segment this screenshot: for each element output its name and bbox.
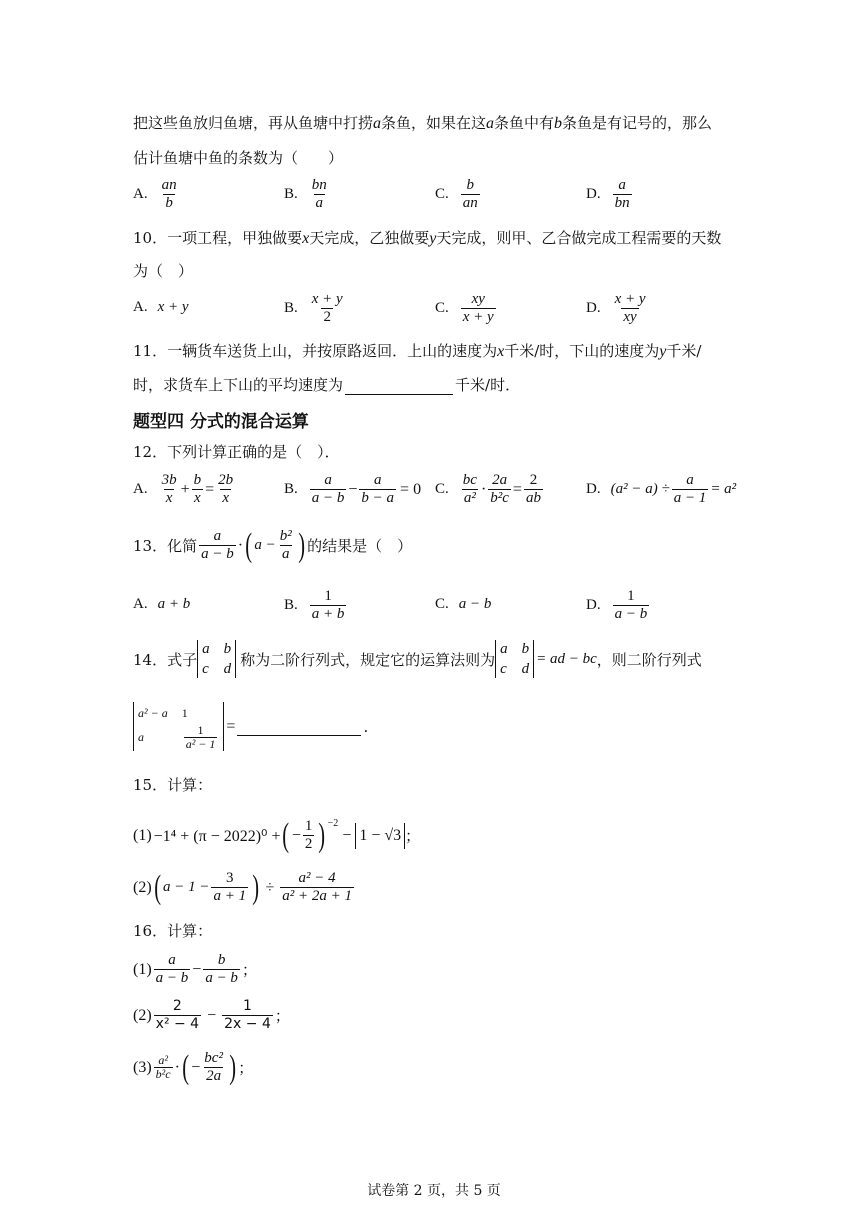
determinant-rule: a b c d [495,640,534,678]
q14-determinant-expression: a² − a 1 a $\frac{1}{\text{a² − 1}}$ = . [133,702,368,751]
q9-line1: 把这些鱼放归鱼塘，再从鱼塘中打捞a条鱼，如果在这a条鱼中有b条鱼是有记号的，那么 [133,114,713,132]
q16-stem: 16．计算： [133,922,213,940]
q16-part2: (2) $\frac{2}{\text{x² − 4}}$ − $\frac{1}{2x - 4}$ ； [133,998,290,1032]
q11-line2: 时，求货车上下山的平均速度为 千米/时． [133,376,521,394]
q16-part1: (1) $\frac{a}{a - b}$ − $\frac{b}{a - b}$ ； [133,952,257,986]
q11-line1: 11．一辆货车送货上山，并按原路返回．上山的速度为x千米/时，下山的速度为y千米/ [133,342,702,360]
q11-answer-blank[interactable] [345,376,453,395]
q13-option-a: A. a + b [133,596,191,612]
q12-option-b: B. $\frac{a}{a - b}$ − $\frac{a}{b - a}$ = 0 [284,472,422,506]
q12-stem: 12．下列计算正确的是（ ）． [133,443,340,461]
q10-option-b: B. $\frac{x + y}{2}$ [284,291,343,325]
q10-line1: 10．一项工程，甲独做要x天完成，乙独做要y天完成，则甲、乙合做完成工程需要的天数 [133,229,722,247]
page-footer: 试卷第 2 页，共 5 页 [367,1183,501,1199]
q14-stem: 14．式子 a b c d 称为二阶行列式，规定它的运算法则为 a b c d = ad − bc ，则二阶行列式 [133,641,702,677]
q10-option-a: A. x + y [133,299,189,315]
q10-option-c: C. $\frac{xy}{x + y}$ [435,291,494,325]
q9-option-b: B. $\frac{bn}{a}$ [284,177,327,211]
q9-line2: 估计鱼塘中鱼的条数为（ ） [133,149,344,167]
q12-option-c: C. $\frac{bc}{\text{a²}}$ · $\frac{2a}{\text{b²c}}$ = $\frac{2}{ab}$ [435,472,541,506]
q9-option-d: D. $\frac{a}{bn}$ [586,177,630,211]
q12-option-d: D. (a² − a) ÷ $\frac{a}{a - 1}$ = a² [586,472,737,506]
q13-stem: 13．化简 $\frac{a}{a - b}$ · ( a − $\frac{\text{b²}}{a}$ ) 的结果是（ ） [133,526,413,564]
q10-option-d: D. $\frac{x + y}{xy}$ [586,291,646,325]
q13-option-b: B. $\frac{1}{a + b}$ [284,588,345,622]
q15-stem: 15．计算： [133,776,213,794]
q9-option-a: A. $\frac{an}{b}$ [133,177,177,211]
section-title: 题型四 分式的混合运算 [133,412,309,432]
q9-option-c: C. $\frac{b}{an}$ [435,177,478,211]
q15-part2: (2) ( a − 1 − $\frac{3}{a + 1}$ ) ÷ $\frac{\text{a² − 4}}{\text{a² + 2a + 1}}$ [133,868,352,906]
q13-option-d: D. $\frac{1}{a - b}$ [586,588,648,622]
q15-part1: (1) −1⁴ + (π − 2022)⁰ + ( − $\frac{1}{2}$ ) −2 − 1 − √3 ； [133,816,421,854]
determinant-definition: a b c d [197,640,236,678]
q16-part3: (3) $\frac{\text{a²}}{\text{b²c}}$ · ( − $\frac{\text{bc²}}{2a}$ ) ； [133,1048,254,1086]
q13-option-c: C. a − b [435,596,492,612]
q10-line2: 为（ ） [133,262,194,280]
q14-answer-blank[interactable] [237,717,361,736]
q12-option-a: A. $\frac{3b}{x}$ + $\frac{b}{x}$ = $\frac{2b}{x}$ [133,472,234,506]
